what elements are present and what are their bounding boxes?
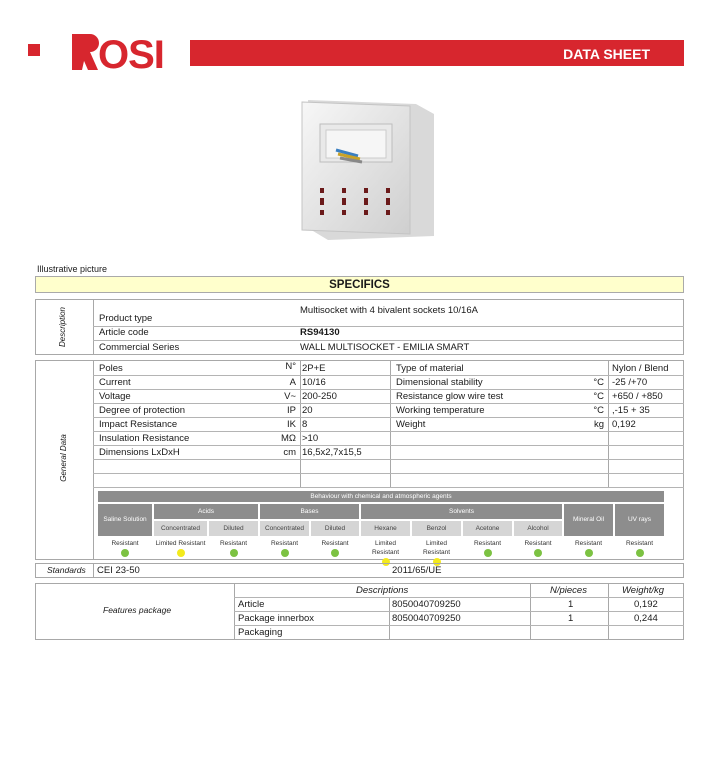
acids-diluted: Diluted bbox=[208, 520, 259, 537]
series-value: WALL MULTISOCKET - EMILIA SMART bbox=[300, 342, 470, 353]
glow-wire-unit: °C bbox=[593, 391, 604, 402]
product-type-label: Product type bbox=[99, 313, 153, 324]
result-bases-concentrated: Resistant bbox=[259, 537, 310, 556]
result-alcohol: Resistant bbox=[513, 537, 563, 556]
voltage-value: 200-250 bbox=[302, 391, 337, 402]
acids-header: Acids bbox=[153, 503, 259, 520]
article-code-label: Article code bbox=[99, 327, 149, 338]
innerbox-row-label: Package innerbox bbox=[238, 613, 315, 624]
series-label: Commercial Series bbox=[99, 342, 180, 353]
mineral-oil-header: Mineral Oil bbox=[563, 503, 614, 537]
packaging-row-label: Packaging bbox=[238, 627, 283, 638]
impact-value: 8 bbox=[302, 419, 308, 430]
status-dot bbox=[121, 549, 129, 557]
standards-value-1: CEI 23-50 bbox=[97, 565, 140, 576]
solvent-benzol: Benzol bbox=[411, 520, 462, 537]
protection-value: 20 bbox=[302, 405, 313, 416]
status-dot bbox=[281, 549, 289, 557]
status-dot bbox=[484, 549, 492, 557]
standards-value-2: 2011/65/UE bbox=[392, 565, 442, 576]
result-benzol: Limited Resistant bbox=[411, 537, 462, 556]
protection-label: Degree of protection bbox=[99, 405, 186, 416]
standards-label: Standards bbox=[47, 565, 86, 575]
insulation-label: Insulation Resistance bbox=[99, 433, 190, 444]
status-dot bbox=[585, 549, 593, 557]
stability-label: Dimensional stability bbox=[396, 377, 483, 388]
status-dot bbox=[636, 549, 644, 557]
specifics-title: SPECIFICS bbox=[35, 276, 684, 293]
article-row-weight: 0,192 bbox=[634, 599, 658, 610]
protection-unit: IP bbox=[287, 405, 296, 416]
current-unit: A bbox=[289, 377, 296, 388]
voltage-label: Voltage bbox=[99, 391, 131, 402]
current-label: Current bbox=[99, 377, 131, 388]
article-row-label: Article bbox=[238, 599, 265, 610]
status-dot bbox=[230, 549, 238, 557]
dimensions-unit: cm bbox=[283, 447, 296, 458]
solvent-alcohol: Alcohol bbox=[513, 520, 563, 537]
weight-label: Weight bbox=[396, 419, 426, 430]
weight-header: Weight/kg bbox=[622, 585, 665, 596]
article-code-value: RS94130 bbox=[300, 327, 340, 338]
acids-concentrated: Concentrated bbox=[153, 520, 208, 537]
glow-wire-value: +650 / +850 bbox=[612, 391, 663, 402]
stability-value: -25 /+70 bbox=[612, 377, 648, 388]
result-acetone: Resistant bbox=[462, 537, 513, 556]
general-data-label: General Data bbox=[59, 434, 68, 482]
poles-label: Poles bbox=[99, 363, 123, 374]
impact-label: Impact Resistance bbox=[99, 419, 178, 430]
bases-header: Bases bbox=[259, 503, 360, 520]
poles-value: 2P+E bbox=[302, 363, 326, 374]
impact-unit: IK bbox=[287, 419, 296, 430]
insulation-unit: MΩ bbox=[280, 433, 296, 444]
description-label: Description bbox=[58, 307, 67, 348]
working-temp-unit: °C bbox=[593, 405, 604, 416]
pieces-header: N/pieces bbox=[550, 585, 587, 596]
article-row-pieces: 1 bbox=[568, 599, 574, 610]
solvents-header: Solvents bbox=[360, 503, 563, 520]
article-row-code: 8050040709250 bbox=[392, 599, 461, 610]
descriptions-header: Descriptions bbox=[356, 585, 409, 596]
data-sheet-title: DATA SHEET bbox=[563, 46, 650, 62]
status-dot bbox=[534, 549, 542, 557]
agents-title: Behaviour with chemical and atmospheric agents bbox=[97, 490, 665, 503]
dimensions-value: 16,5x2,7x15,5 bbox=[302, 447, 362, 458]
image-caption: Illustrative picture bbox=[37, 264, 108, 274]
result-hexane: Limited Resistant bbox=[360, 537, 411, 556]
current-value: 10/16 bbox=[302, 377, 326, 388]
product-image bbox=[298, 98, 436, 244]
stability-unit: °C bbox=[593, 377, 604, 388]
insulation-value: >10 bbox=[302, 433, 319, 444]
brand-square bbox=[28, 44, 40, 56]
status-dot bbox=[177, 549, 185, 557]
uv-rays-header: UV rays bbox=[614, 503, 665, 537]
result-saline: Resistant bbox=[97, 537, 153, 556]
svg-text:OSI: OSI bbox=[98, 33, 164, 72]
result-mineral-oil: Resistant bbox=[563, 537, 614, 556]
bases-diluted: Diluted bbox=[310, 520, 360, 537]
working-temp-value: ,-15 + 35 bbox=[612, 405, 650, 416]
innerbox-row-code: 8050040709250 bbox=[392, 613, 461, 624]
dimensions-label: Dimensions LxDxH bbox=[99, 447, 180, 458]
saline-header: Saline Solution bbox=[97, 503, 153, 537]
voltage-unit: V~ bbox=[284, 391, 296, 402]
chemical-agents-table bbox=[97, 490, 665, 556]
product-type-value: Multisocket with 4 bivalent sockets 10/16A bbox=[300, 305, 478, 316]
material-value: Nylon / Blend bbox=[612, 363, 669, 374]
glow-wire-label: Resistance glow wire test bbox=[396, 391, 504, 402]
solvent-acetone: Acetone bbox=[462, 520, 513, 537]
weight-unit: kg bbox=[593, 419, 604, 430]
rosi-logo bbox=[68, 30, 178, 72]
result-acids-concentrated: Limited Resistant bbox=[153, 537, 208, 556]
result-uv-rays: Resistant bbox=[614, 537, 665, 556]
solvent-hexane: Hexane bbox=[360, 520, 411, 537]
result-bases-diluted: Resistant bbox=[310, 537, 360, 556]
working-temp-label: Working temperature bbox=[396, 405, 485, 416]
innerbox-row-weight: 0,244 bbox=[634, 613, 658, 624]
weight-value: 0,192 bbox=[612, 419, 636, 430]
poles-unit: N° bbox=[285, 361, 296, 372]
status-dot bbox=[331, 549, 339, 557]
bases-concentrated: Concentrated bbox=[259, 520, 310, 537]
features-package-label: Features package bbox=[103, 605, 172, 615]
result-acids-diluted: Resistant bbox=[208, 537, 259, 556]
innerbox-row-pieces: 1 bbox=[568, 613, 574, 624]
material-label: Type of material bbox=[396, 363, 464, 374]
